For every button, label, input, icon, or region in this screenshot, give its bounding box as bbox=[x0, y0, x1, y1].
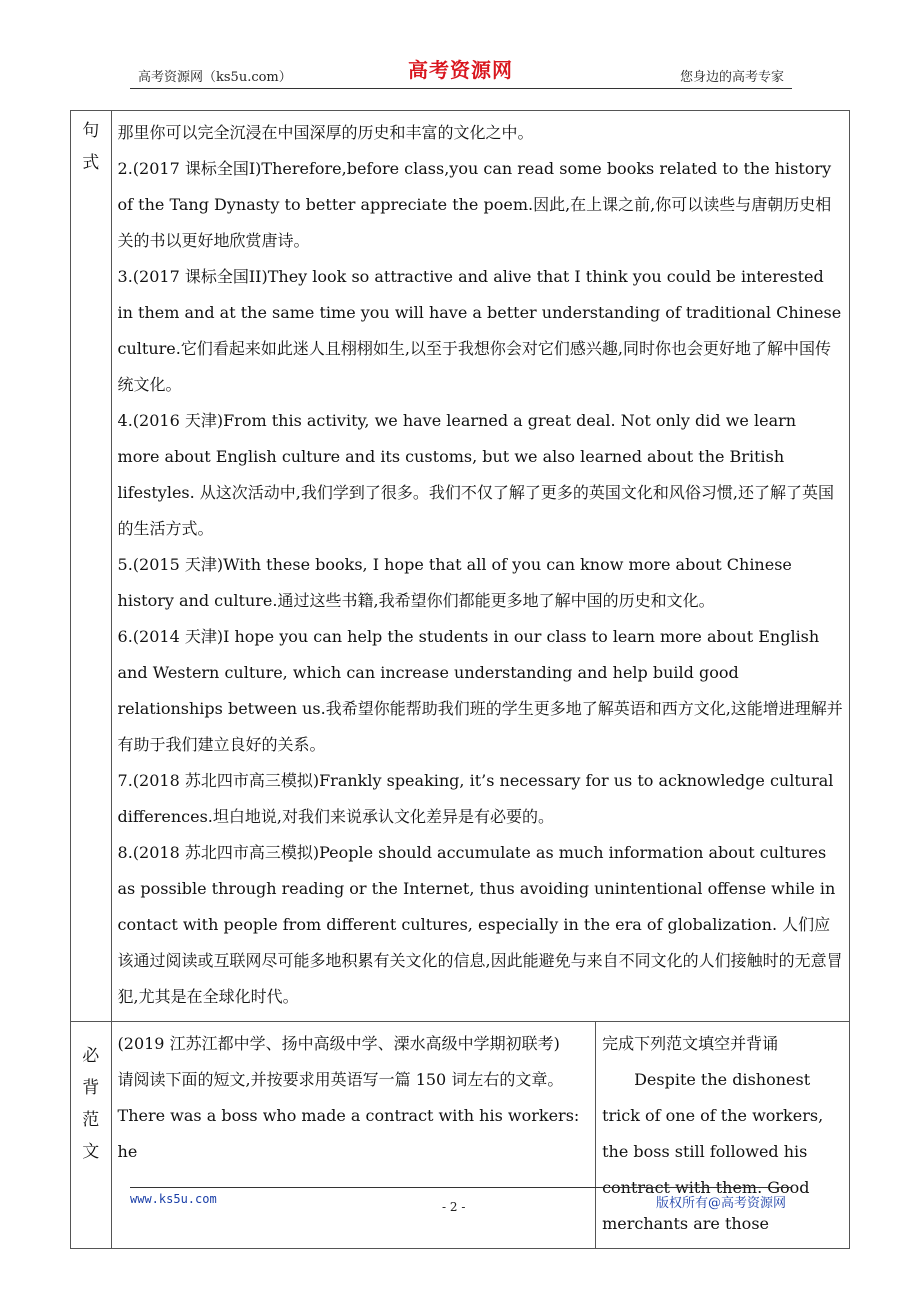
sentence-item: 8.(2018 苏北四市高三模拟)People should accumulate as much information about cultures as possible through reading or the Internet, thus avoiding unintentional offense while in contact with people from different cultures, especially in the era of globalization. 人们应该通过阅读或互联网尽可能多地积累有关文化的信息,因此能避免与来自不同文化的人们接触时的无意冒犯,尤其是在全球化时代。 bbox=[117, 843, 843, 1006]
essay-passage: There was a boss who made a contract with his workers: he bbox=[117, 1106, 580, 1161]
sentence-item: 6.(2014 天津)I hope you can help the students in our class to learn more about English and Western culture, which can increase understanding and help build good relationships between us.我希望你能帮助我们班的学生更多地了解英语和西方文化,这能增进理解并有助于我们建立良好的关系。 bbox=[117, 627, 843, 754]
sentence-item: 那里你可以完全沉浸在中国深厚的历史和丰富的文化之中。 bbox=[117, 123, 534, 142]
header-logo: 高考资源网 bbox=[408, 58, 513, 82]
sentence-patterns-row bbox=[71, 111, 850, 1022]
sentence-item: 2.(2017 课标全国I)Therefore,before class,you can read some books related to the history of the Tang Dynasty to better appreciate the poem.因此,在上课之前,你可以读些与唐朝历史相关的书以更好地欣赏唐诗。 bbox=[117, 159, 832, 250]
fill-in-title: 完成下列范文填空并背诵 bbox=[602, 1034, 779, 1053]
label-char: 范 bbox=[82, 1110, 100, 1130]
sentence-item: 7.(2018 苏北四市高三模拟)Frankly speaking, it’s necessary for us to acknowledge cultural differences.坦白地说,对我们来说承认文化差异是有必要的。 bbox=[117, 771, 834, 826]
footer-copyright: 版权所有@高考资源网 bbox=[655, 1196, 786, 1211]
label-char: 句 bbox=[82, 121, 100, 141]
label-char: 必 bbox=[82, 1046, 100, 1066]
essay-instruction: 请阅读下面的短文,并按要求用英语写一篇 150 词左右的文章。 bbox=[117, 1070, 564, 1089]
label-char: 背 bbox=[82, 1078, 100, 1098]
fill-in-text: Despite the dishonest trick of one of the workers, the boss still followed his contract with them. Good merchants are those bbox=[602, 1070, 824, 1233]
page-footer bbox=[130, 1187, 792, 1228]
page-header bbox=[130, 52, 792, 89]
content-table bbox=[70, 110, 850, 1249]
label-char: 文 bbox=[82, 1142, 100, 1162]
essay-source: (2019 江苏江都中学、扬中高级中学、溧水高级中学期初联考) bbox=[117, 1034, 560, 1053]
sentence-item: 5.(2015 天津)With these books, I hope that all of you can know more about Chinese history and culture.通过这些书籍,我希望你们都能更多地了解中国的历史和文化。 bbox=[117, 555, 792, 610]
footer-url[interactable]: www.ks5u.com bbox=[130, 1192, 217, 1206]
sentence-patterns-content bbox=[111, 111, 849, 1022]
label-char: 式 bbox=[82, 153, 100, 173]
header-slogan: 您身边的高考专家 bbox=[679, 70, 784, 85]
sentence-item: 3.(2017 课标全国II)They look so attractive and alive that I think you could be interested in them and at the same time you will have a better understanding of traditional Chinese culture.它们看起来如此迷人且栩栩如生,以至于我想你会对它们感兴趣,同时你也会更好地了解中国传统文化。 bbox=[117, 267, 842, 394]
page-number: - 2 - bbox=[442, 1200, 466, 1214]
sentence-patterns-label bbox=[71, 111, 112, 1022]
sentence-item: 4.(2016 天津)From this activity, we have learned a great deal. Not only did we learn more about English culture and its customs, but we also learned about the British lifestyles. 从这次活动中,我们学到了很多。我们不仅了解了更多的英国文化和风俗习惯,还了解了英国的生活方式。 bbox=[117, 411, 834, 538]
header-site-name: 高考资源网（ks5u.com） bbox=[138, 70, 292, 85]
model-essay-label bbox=[71, 1022, 112, 1249]
